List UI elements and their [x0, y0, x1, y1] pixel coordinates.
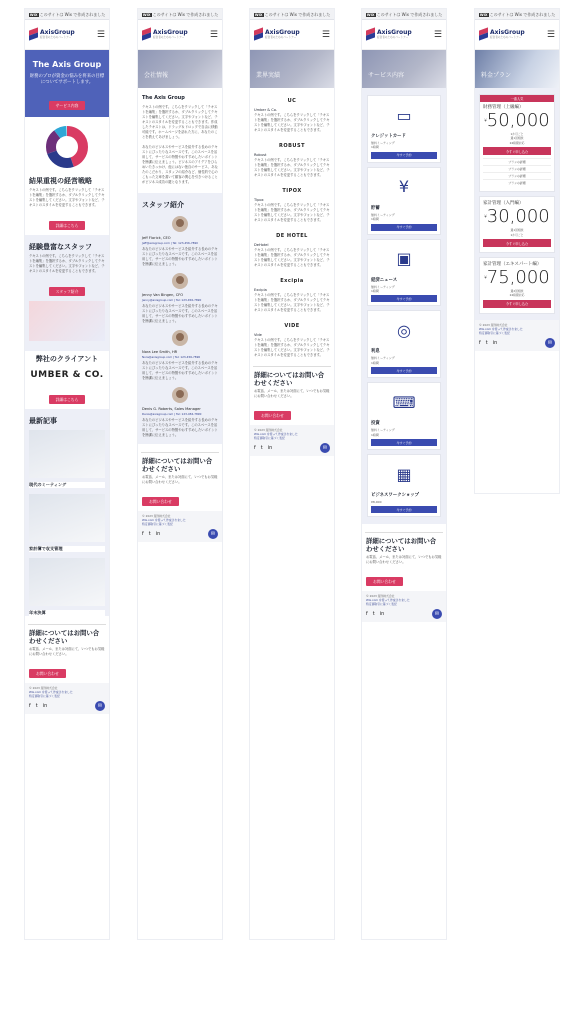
strategy-details-button[interactable]: 詳細はこちら [49, 221, 86, 230]
subscribe-button[interactable]: 今すぐ申し込む [483, 300, 551, 308]
contact-section [28, 624, 106, 683]
page-about [137, 8, 223, 940]
presentation-icon: ▦ [396, 464, 412, 484]
client-logo: UMBER & CO. [30, 370, 104, 380]
chat-icon[interactable]: ✉ [545, 338, 555, 348]
policy-link[interactable]: 特定商取引に基づく表記 [366, 602, 397, 607]
staff-list [138, 193, 222, 444]
site-logo[interactable]: AxisGroup 経営者のためのパートナー [29, 29, 75, 40]
client-item: ROBUST Robust テキストの例です。こちらをクリックして「テキストを編集」を選択するか、ダブルクリックしてテキストを編集してください。文字やフォントなど、テキストのスタイルを変更することもできます。 [254, 143, 330, 177]
page-header [138, 50, 222, 88]
wix-banner[interactable]: WIX このサイトは Wix で作成されました [362, 9, 446, 20]
linkedin-icon[interactable]: in [267, 445, 273, 451]
staff-heading: スタッフ紹介 [142, 201, 184, 209]
wix-banner[interactable]: WIX このサイトは Wix で作成されました [475, 9, 559, 20]
services-button[interactable]: サービス内容 [49, 101, 86, 110]
news-image[interactable] [29, 558, 105, 606]
news-image[interactable] [29, 430, 105, 478]
logo-icon [479, 29, 488, 40]
client-logo: UC [287, 98, 297, 104]
hamburger-icon[interactable]: ☰ [209, 29, 218, 40]
staff-button[interactable]: スタッフ紹介 [49, 287, 86, 296]
chat-icon[interactable]: ✉ [208, 529, 218, 539]
page-title: 料金プラン [481, 72, 512, 79]
hamburger-icon[interactable]: ☰ [321, 29, 330, 40]
chat-icon[interactable]: ✉ [320, 443, 330, 453]
footer: © 2023 週刊株式会社 Wix.com を使って作成されました 特定商取引に基づく表記 f t in ✉ [475, 320, 559, 351]
news-section [25, 409, 109, 616]
client-logo: Excipia [280, 278, 304, 284]
money-icon: ¥ [398, 177, 410, 197]
client-item: Excipia Excipia テキストの例です。こちらをクリックして「テキストを編集」を選択するか、ダブルクリックしてテキストを編集してください。文字やフォントなど、テキストのスタイルを変更することもできます。 [254, 278, 330, 312]
avatar [172, 387, 188, 403]
twitter-icon[interactable]: t [35, 703, 38, 709]
contact-button[interactable]: お問い合わせ [366, 577, 403, 586]
contact-section [141, 452, 219, 511]
subscribe-button[interactable]: 今すぐ申し込む [483, 147, 551, 155]
linkedin-icon[interactable]: in [379, 611, 385, 618]
news-item-title[interactable]: 年末決算 [29, 610, 105, 616]
news-item-title[interactable]: 家計簿で収支管理 [29, 546, 105, 552]
staff-email-link[interactable]: Denis@axisgroup.com | Tel: 123-456-7890 [142, 412, 202, 416]
book-now-button[interactable]: 今すぐ予約 [371, 295, 437, 302]
strategy-text: テキストの例です。こちらをクリックして「テキストを編集」を選択するか、ダブルクリックしてテキストを編集してください。文字やフォントなど、テキストのスタイルを変更することもできます。 [29, 188, 105, 207]
wix-banner[interactable]: WIX このサイトは Wix で作成されました [25, 9, 109, 20]
hero-title: The Axis Group [32, 60, 102, 69]
monitor-icon: ▣ [396, 249, 412, 269]
service-card: ▣ 経済ニュース 無料ミーティング 1時間 今すぐ予約 [367, 239, 441, 307]
contact-text: お電話、メール、または対面にて、いつでもお気軽にお問い合わせください。 [254, 389, 330, 398]
service-card: ▭ クレジットカード 無料ミーティング 1時間 今すぐ予約 [367, 95, 441, 163]
site-header [138, 20, 222, 50]
about-text-2: あなたのビジネスやサービスを紹介する長めのテキストにぴったりなスペースです。このスペースを活用して、サービスの特徴やおすすめしたいポイントを簡潔に伝えましょう。ビジネスのアイデアをひらめいたきっかけ、他にはない独自のサービス、あなたのこだわり、スタッフの紹介など、個性的で心のこもった文章を書いて顧客の関心を引きつけることがビジネス成功の鍵となります。 [142, 145, 218, 184]
book-now-button[interactable]: 今すぐ予約 [371, 367, 437, 374]
page-header [250, 50, 334, 88]
logo-icon [142, 29, 151, 40]
contact-section [253, 366, 331, 425]
site-logo[interactable]: AxisGroup 経営者のためのパートナー [254, 29, 300, 40]
twitter-icon[interactable]: t [260, 445, 263, 451]
hamburger-icon[interactable]: ☰ [96, 29, 105, 40]
staff-email-link[interactable]: Jeff@axisgroup.com | Tel: 123-456-7890 [142, 241, 198, 245]
staff-card: Nora Lee Smith, HR Nora@axisgroup.com | Tel: 123-456-7890 あなたのビジネスやサービスを紹介する長めのテキストにぴったりなスペースです。このスペースを活用して、サービスの特徴やおすすめしたいポイントを簡潔に伝えましょう。 [138, 330, 222, 381]
plan-card: 家計管理（エキスパート編） ¥75,000 週2回相談 24時間対応 今すぐ申し込む [479, 257, 555, 314]
service-card: ⌨ 投資 無料ミーティング 1時間 今すぐ予約 [367, 382, 441, 450]
staff-card: Denis G. Roberts, Sales Manager Denis@axisgroup.com | Tel: 123-456-7890 あなたのビジネスやサービスを紹介する長めのテキストにぴったりなスペースです。このスペースを活用して、サービスの特徴やおすすめしたいポイントを簡潔に伝えましょう。 [138, 387, 222, 438]
client-item: DE HOTEL DeHotel テキストの例です。こちらをクリックして「テキストを編集」を選択するか、ダブルクリックしてテキストを編集してください。文字やフォントなど、テキストのスタイルを変更することもできます。 [254, 233, 330, 267]
staff-card: Jenny Van Bingen, CFO Jenny@axisgroup.com | Tel: 123-456-7890 あなたのビジネスやサービスを紹介する長めのテキストにぴったりなスペースです。このスペースを活用して、サービスの特徴やおすすめしたいポイントを簡潔に伝えましょう。 [138, 273, 222, 324]
contact-button[interactable]: お問い合わせ [29, 669, 66, 678]
policy-link[interactable]: 特定商取引に基づく表記 [479, 330, 510, 335]
page-header [362, 50, 446, 88]
hero-subtitle: 財務のプロが資金の悩みを将来の目標についてサポートします。 [29, 74, 105, 85]
avatar [172, 273, 188, 289]
client-logo: ROBUST [279, 143, 305, 149]
avatar [172, 216, 188, 232]
client-logo: DE HOTEL [276, 233, 308, 239]
facebook-icon[interactable]: f [479, 339, 481, 346]
footer: © 2023 週刊株式会社 Wix.com を使って作成されました 特定商取引に基づく表記 f t in ✉ [362, 591, 446, 622]
policy-link[interactable]: 特定商取引に基づく表記 [29, 694, 60, 698]
twitter-icon[interactable]: t [148, 531, 151, 537]
wix-link[interactable]: Wix.com を使って作成されました [142, 518, 186, 522]
linkedin-icon[interactable]: in [155, 531, 161, 537]
staff-card: Jeff Florick, CEO Jeff@axisgroup.com | Tel: 123-456-7890 あなたのビジネスやサービスを紹介する長めのテキストにぴったりなスペースです。このスペースを活用して、サービスの特徴やおすすめしたいポイントを簡潔に伝えましょう。 [138, 216, 222, 267]
news-image[interactable] [29, 494, 105, 542]
laptop-icon: ⌨ [392, 392, 416, 412]
site-header [25, 20, 109, 50]
page-clients [249, 8, 335, 940]
page-title: 業界実績 [256, 72, 281, 79]
footer: © 2023 週刊株式会社 Wix.com を使って作成されました 特定商取引に基づく表記 f t in ✉ [250, 425, 334, 456]
logo-icon [366, 29, 375, 40]
popular-badge: 一番人気 [480, 95, 554, 102]
news-item-title[interactable]: 現代のミーティング [29, 482, 105, 488]
service-card: ◎ 利息 無料ミーティング 1時間 今すぐ予約 [367, 310, 441, 378]
contact-text: お電話、メール、または対面にて、いつでもお気軽にお問い合わせください。 [366, 555, 442, 565]
page-plans [474, 8, 560, 494]
book-now-button[interactable]: 今すぐ予約 [371, 224, 437, 231]
logo-icon [29, 29, 38, 40]
contact-text: お電話、メール、または対面にて、いつでもお気軽にお問い合わせください。 [29, 647, 105, 656]
contact-title: 詳細についてはお問い合わせください [366, 537, 437, 554]
book-now-button[interactable]: 今すぐ予約 [371, 439, 437, 446]
contact-title: 詳細についてはお問い合わせください [142, 457, 213, 473]
page-home [24, 8, 110, 940]
strategy-title: 結果重視の経営戦略 [29, 177, 92, 185]
staff-section [25, 235, 109, 351]
wix-link[interactable]: Wix.com を使って作成されました [254, 432, 298, 436]
chat-icon[interactable]: ✉ [432, 609, 442, 619]
news-title: 最新記事 [29, 417, 57, 425]
service-card: ▦ ビジネスワークショップ ¥8,000 今すぐ予約 [367, 454, 441, 517]
hamburger-icon[interactable]: ☰ [546, 29, 555, 40]
about-text: テキストの例です。こちらをクリックして「テキストを編集」を選択するか、ダブルクリックしてテキストを編集してください。文字やフォントなど、テキストのスタイルを変更することもできます。作成したテキストは、ドラッグ＆ドロップで自由に移動可能です。ホームページを訪れた方に、あなたのことを教えてあげましょう。 [142, 105, 218, 139]
page-title: サービス内容 [368, 72, 405, 79]
office-illustration [29, 301, 105, 341]
hero [25, 50, 109, 117]
book-now-button[interactable]: 今すぐ予約 [371, 506, 437, 513]
wix-banner[interactable]: WIX このサイトは Wix で作成されました [138, 9, 222, 20]
contact-title: 詳細についてはお問い合わせください [254, 371, 325, 387]
plan-card: 一番人気 財務管理（上級編） ¥50,000 1か月ごと 週1回相談 24時間対応 今すぐ申し込む プランの詳細 プランの詳細 プランの詳細 プランの詳細 [479, 94, 555, 192]
site-logo[interactable]: AxisGroup 経営者のためのパートナー [366, 29, 412, 40]
client-item: TIPOX Tipox テキストの例です。こちらをクリックして「テキストを編集」を選択するか、ダブルクリックしてテキストを編集してください。文字やフォントなど、テキストのスタイルを変更することもできます。 [254, 188, 330, 222]
staff-text: テキストの例です。こちらをクリックして「テキストを編集」を選択するか、ダブルクリックしてテキストを編集してください。文字やフォントなど、テキストのスタイルを変更することもできます。 [29, 254, 105, 273]
facebook-icon[interactable]: f [142, 531, 144, 537]
wix-link[interactable]: Wix.com を使って作成されました [29, 690, 73, 694]
client-logo: TIPOX [282, 188, 302, 194]
contact-button[interactable]: お問い合わせ [254, 411, 291, 420]
service-list [362, 88, 446, 524]
clients-title: 弊社のクライアント [35, 355, 99, 363]
client-item: UC Umber & Co. テキストの例です。こちらをクリックして「テキストを編集」を選択するか、ダブルクリックしてテキストを編集してください。文字やフォントなど、テキストのスタイルを変更することもできます。 [254, 98, 330, 132]
footer: © 2023 週刊株式会社 Wix.com を使って作成されました 特定商取引に基づく表記 f t in ✉ [25, 683, 109, 714]
chat-icon[interactable]: ✉ [95, 701, 105, 711]
site-header [475, 20, 559, 50]
facebook-icon[interactable]: f [366, 611, 368, 618]
site-logo[interactable]: AxisGroup 経営者のためのパートナー [479, 29, 525, 40]
linkedin-icon[interactable]: in [492, 339, 498, 346]
facebook-icon[interactable]: f [254, 445, 256, 451]
staff-email-link[interactable]: Jenny@axisgroup.com | Tel: 123-456-7890 [142, 298, 202, 302]
twitter-icon[interactable]: t [372, 611, 375, 618]
wix-link[interactable]: Wix.com を使って作成されました [366, 598, 410, 603]
contact-button[interactable]: お問い合わせ [142, 497, 179, 506]
book-now-button[interactable]: 今すぐ予約 [371, 152, 437, 159]
page-header [475, 50, 559, 88]
client-logo: VIDE [284, 323, 300, 329]
linkedin-icon[interactable]: in [42, 703, 48, 709]
wix-link[interactable]: Wix.com を使って作成されました [479, 326, 523, 331]
page-title: 会社情報 [144, 72, 169, 79]
coins-icon: ◎ [397, 320, 411, 340]
contact-title: 詳細についてはお問い合わせください [29, 629, 100, 645]
site-logo[interactable]: AxisGroup 経営者のためのパートナー [142, 29, 188, 40]
pie-chart [43, 123, 91, 171]
plan-list [475, 88, 559, 320]
twitter-icon[interactable]: t [485, 339, 488, 346]
site-header [362, 20, 446, 50]
logo-icon [254, 29, 263, 40]
contact-section [365, 532, 443, 591]
client-item: VIDE Vide テキストの例です。こちらをクリックして「テキストを編集」を選択するか、ダブルクリックしてテキストを編集してください。文字やフォントなど、テキストのスタイルを変更することもできます。 [254, 323, 330, 357]
site-header [250, 20, 334, 50]
page-services [361, 8, 447, 940]
facebook-icon[interactable]: f [29, 703, 31, 709]
policy-link[interactable]: 特定商取引に基づく表記 [254, 436, 285, 440]
footer: © 2023 週刊株式会社 Wix.com を使って作成されました 特定商取引に基づく表記 f t in ✉ [138, 511, 222, 542]
service-card: ¥ 貯蓄 無料ミーティング 1時間 今すぐ予約 [367, 167, 441, 235]
about-heading: The Axis Group [142, 95, 185, 101]
staff-email-link[interactable]: Nora@axisgroup.com | Tel: 123-456-7890 [142, 355, 201, 359]
policy-link[interactable]: 特定商取引に基づく表記 [142, 522, 173, 526]
staff-title: 経験豊富なスタッフ [29, 243, 92, 251]
avatar [172, 330, 188, 346]
subscribe-button[interactable]: 今すぐ申し込む [483, 239, 551, 247]
hamburger-icon[interactable]: ☰ [433, 29, 442, 40]
credit-card-icon: ▭ [396, 105, 412, 125]
contact-text: お電話、メール、または対面にて、いつでもお気軽にお問い合わせください。 [142, 475, 218, 484]
clients-details-button[interactable]: 詳細はこちら [49, 395, 86, 404]
wix-banner[interactable]: WIX このサイトは Wix で作成されました [250, 9, 334, 20]
plan-card: 家計管理（入門編） ¥30,000 週1回相談 1か月ごと 今すぐ申し込む [479, 196, 555, 253]
